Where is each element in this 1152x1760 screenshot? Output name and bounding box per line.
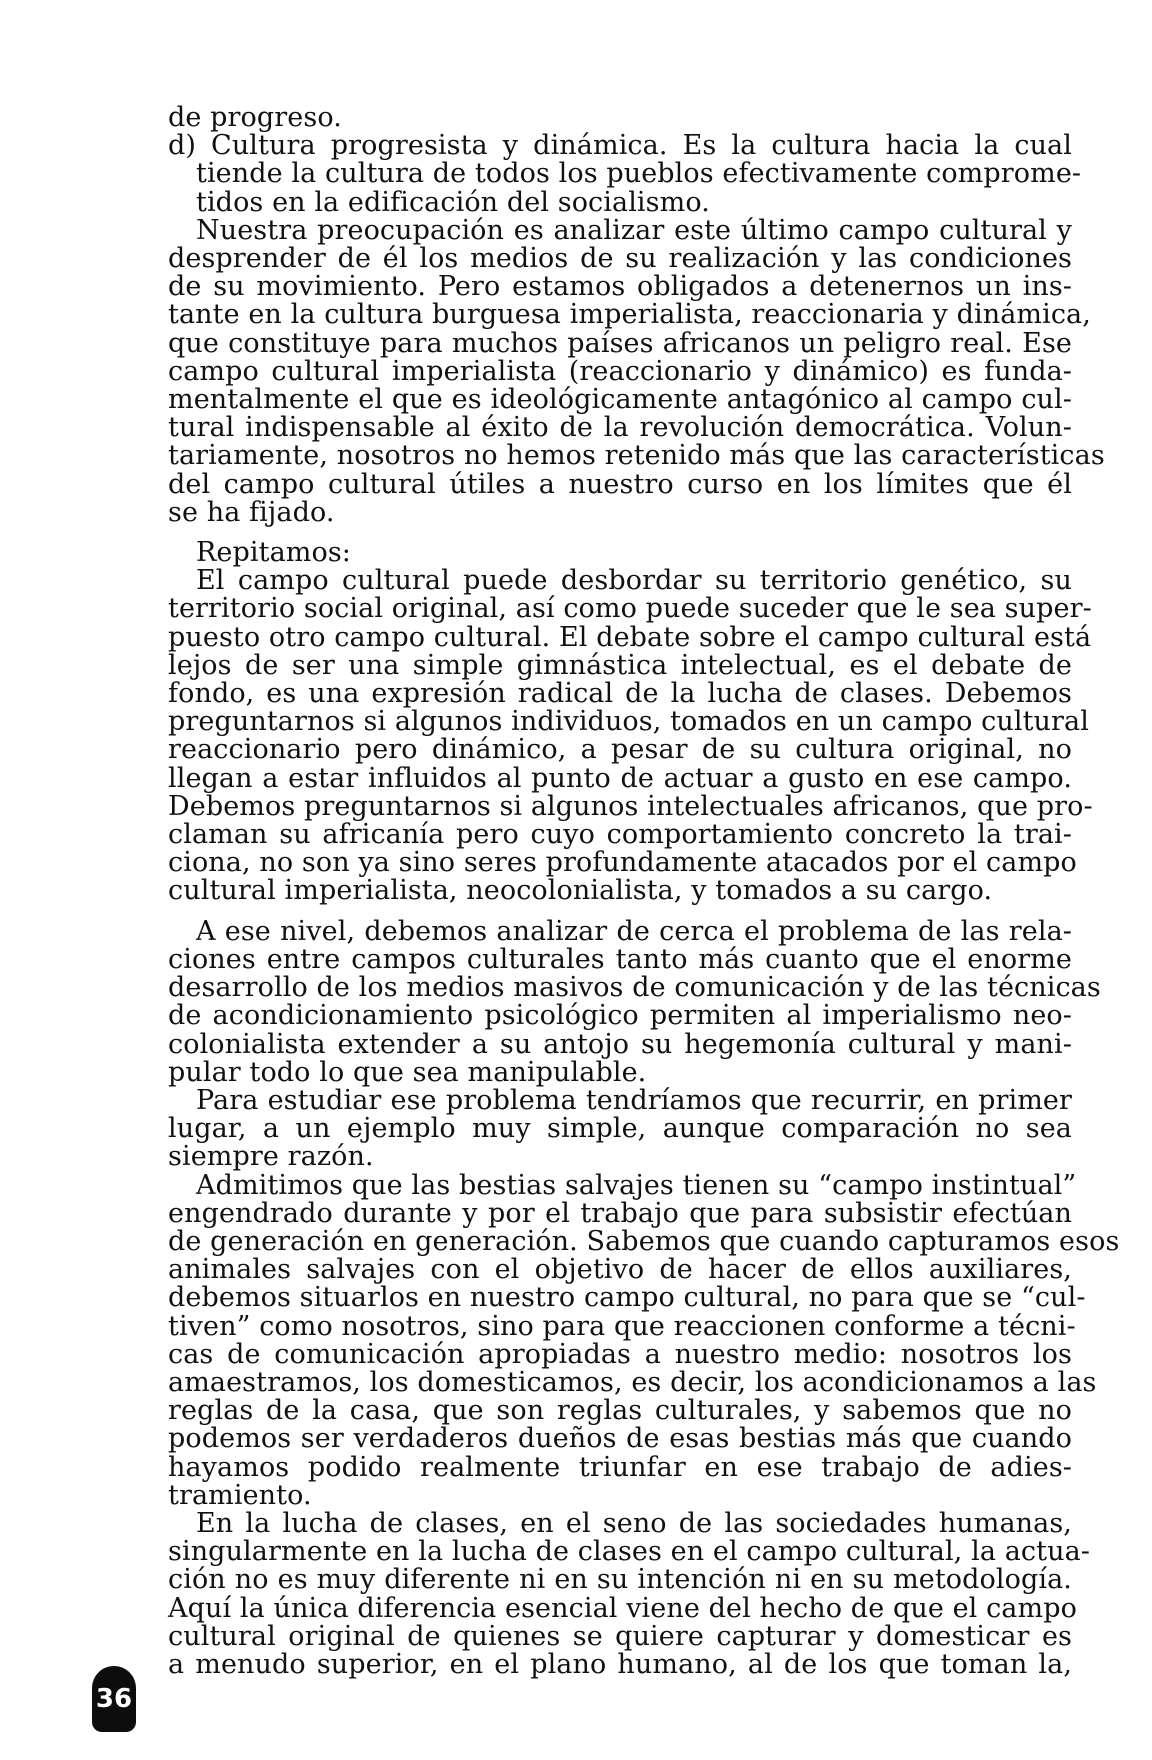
- text-line: El campo cultural puede desbordar su territorio genético, su: [196, 565, 1072, 597]
- text-line: claman su africanía pero cuyo comportamiento concreto la trai-: [168, 819, 1072, 851]
- text-line: engendrado durante y por el trabajo que para subsistir efectúan: [168, 1197, 1072, 1229]
- text-line: pular todo lo que sea manipulable.: [168, 1056, 647, 1088]
- text-line: campo cultural imperialista (reaccionario y dinámico) es funda-: [168, 355, 1072, 387]
- text-line: tidos en la edificación del socialismo.: [196, 186, 710, 218]
- text-line: amaestramos, los domesticamos, es decir, los acondicionamos a las: [168, 1366, 1097, 1398]
- text-line: llegan a estar influidos al punto de actuar a gusto en ese campo.: [168, 762, 1072, 794]
- text-line: podemos ser verdaderos dueños de esas bestias más que cuando: [168, 1423, 1072, 1455]
- text-line: colonialista extender a su antojo su hegemonía cultural y mani-: [168, 1028, 1072, 1060]
- text-line: de su movimiento. Pero estamos obligados a detenernos un ins-: [168, 271, 1072, 303]
- text-line: ciona, no son ya sino seres profundamente atacados por el campo: [168, 847, 1077, 879]
- text-line: tural indispensable al éxito de la revolución democrática. Volun-: [168, 412, 1072, 444]
- text-line: debemos situarlos en nuestro campo cultural, no para que se “cul-: [168, 1282, 1086, 1314]
- text-line: singularmente en la lucha de clases en el campo cultural, la actua-: [168, 1536, 1090, 1568]
- text-line: puesto otro campo cultural. El debate sobre el campo cultural está: [168, 621, 1092, 653]
- text-line: que constituye para muchos países africanos un peligro real. Ese: [168, 327, 1072, 359]
- text-line: cultural original de quienes se quiere capturar y domesticar es: [168, 1620, 1072, 1652]
- text-line: preguntarnos si algunos individuos, tomados en un campo cultural: [168, 706, 1089, 738]
- page-text-body: [168, 102, 1120, 1680]
- text-line: tiven” como nosotros, sino para que reaccionen conforme a técni-: [168, 1310, 1076, 1342]
- text-line: tariamente, nosotros no hemos retenido más que las características: [168, 440, 1105, 472]
- text-line: reglas de la casa, que son reglas culturales, y sabemos que no: [168, 1395, 1072, 1427]
- text-line: del campo cultural útiles a nuestro curso en los límites que él: [168, 468, 1072, 500]
- text-line: En la lucha de clases, en el seno de las sociedades humanas,: [196, 1507, 1072, 1539]
- text-line: lugar, a un ejemplo muy simple, aunque comparación no sea: [168, 1113, 1072, 1145]
- text-line: Nuestra preocupación es analizar este último campo cultural y: [196, 214, 1072, 246]
- text-line: Admitimos que las bestias salvajes tienen su “campo instintual”: [196, 1169, 1077, 1201]
- text-line: tramiento.: [168, 1479, 312, 1511]
- text-line: lejos de ser una simple gimnástica intelectual, es el debate de: [168, 649, 1072, 681]
- page-number-badge: 36: [92, 1666, 136, 1732]
- text-line: a menudo superior, en el plano humano, al de los que toman la,: [168, 1648, 1072, 1680]
- text-line: ción no es muy diferente ni en su intención ni en su metodología.: [168, 1564, 1072, 1596]
- text-line: Debemos preguntarnos si algunos intelectuales africanos, que pro-: [168, 790, 1093, 822]
- text-line: Repitamos:: [196, 537, 351, 569]
- text-line: A ese nivel, debemos analizar de cerca el problema de las rela-: [196, 915, 1072, 947]
- text-line: reaccionario pero dinámico, a pesar de su cultura original, no: [168, 734, 1072, 766]
- text-line: tiende la cultura de todos los pueblos efectivamente comprome-: [196, 158, 1082, 190]
- text-line: Aquí la única diferencia esencial viene del hecho de que el campo: [168, 1592, 1077, 1624]
- text-line: se ha fijado.: [168, 496, 335, 528]
- text-line: de generación en generación. Sabemos que cuando capturamos esos: [168, 1225, 1120, 1257]
- text-line: de acondicionamiento psicológico permiten al imperialismo neo-: [168, 1000, 1072, 1032]
- text-line: cultural imperialista, neocolonialista, y tomados a su cargo.: [168, 875, 993, 907]
- text-line: mentalmente el que es ideológicamente antagónico al campo cul-: [168, 384, 1072, 416]
- text-line: Para estudiar ese problema tendríamos que recurrir, en primer: [196, 1084, 1072, 1116]
- text-line: siempre razón.: [168, 1141, 374, 1173]
- text-line: cas de comunicación apropiadas a nuestro medio: nosotros los: [168, 1338, 1072, 1370]
- text-line: desprender de él los medios de su realización y las condiciones: [168, 243, 1072, 275]
- text-line: tante en la cultura burguesa imperialista, reaccionaria y dinámica,: [168, 299, 1091, 331]
- text-line: hayamos podido realmente triunfar en ese trabajo de adies-: [168, 1451, 1072, 1483]
- text-line: desarrollo de los medios masivos de comunicación y de las técnicas: [168, 972, 1101, 1004]
- text-line: animales salvajes con el objetivo de hacer de ellos auxiliares,: [168, 1254, 1072, 1286]
- text-line: fondo, es una expresión radical de la lucha de clases. Debemos: [168, 678, 1072, 710]
- text-line: ciones entre campos culturales tanto más cuanto que el enorme: [168, 943, 1072, 975]
- text-line: territorio social original, así como puede suceder que le sea super-: [168, 593, 1092, 625]
- text-line: d) Cultura progresista y dinámica. Es la cultura hacia la cual: [168, 130, 1072, 162]
- text-line: de progreso.: [168, 102, 342, 133]
